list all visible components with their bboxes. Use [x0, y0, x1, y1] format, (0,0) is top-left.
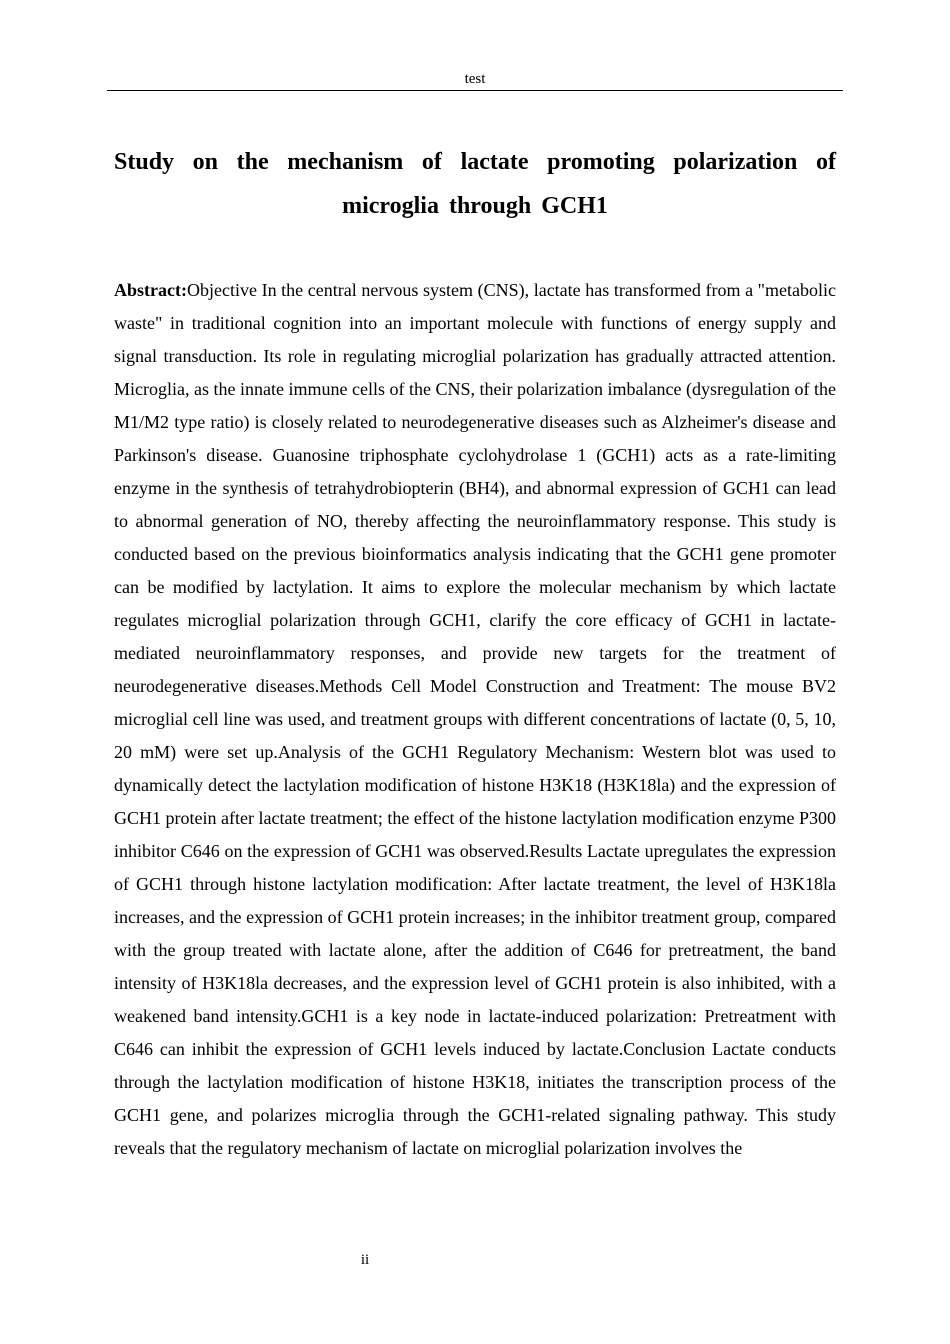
abstract-label: Abstract: — [114, 280, 187, 300]
page-number: ii — [360, 1252, 370, 1268]
abstract-text: Objective In the central nervous system (CNS), lactate has transformed from a "metabolic waste" in traditional cognition into an important molecule with functions of energy supply and signal transduction. Its role in regulating microglial polarization has gradually attracted attention. Microglia, as the innate immune cells of the CNS, their polarization imbalance (dysregulation of the M1/M2 type ratio) is closely related to neurodegenerative diseases such as Alzheimer's disease and Parkinson's disease. Guanosine triphosphate cyclohydrolase 1 (GCH1) acts as a rate-limiting enzyme in the synthesis of tetrahydrobiopterin (BH4), and abnormal expression of GCH1 can lead to abnormal generation of NO, thereby affecting the neuroinflammatory response. This study is conducted based on the previous bioinformatics analysis indicating that the GCH1 gene promoter can be modified by lactylation. It aims to explore the molecular mechanism by which lactate regulates microglial polarization through GCH1, clarify the core efficacy of GCH1 in lactate-mediated neuroinflammatory responses, and provide new targets for the treatment of neurodegenerative diseases.Methods Cell Model Construction and Treatment: The mouse BV2 microglial cell line was used, and treatment groups with different concentrations of lactate (0, 5, 10, 20 mM) were set up.Analysis of the GCH1 Regulatory Mechanism: Western blot was used to dynamically detect the lactylation modification of histone H3K18 (H3K18la) and the expression of GCH1 protein after lactate treatment; the effect of the histone lactylation modification enzyme P300 inhibitor C646 on the expression of GCH1 was observed.Results Lactate upregulates the expression of GCH1 through histone lactylation modification: After lactate treatment, the level of H3K18la increases, and the expression of GCH1 protein increases; in the inhibitor treatment group, compared with the group treated with lactate alone, after the addition of C646 for pretreatment, the band intensity of H3K18la decreases, and the expression level of GCH1 protein is also inhibited, with a weakened band intensity.GCH1 is a key node in lactate-induced polarization: Pretreatment with C646 can inhibit the expression of GCH1 levels induced by lactate.Conclusion Lactate conducts through the lactylation modification of histone H3K18, initiates the transcription process of the GCH1 gene, and polarizes microglia through the GCH1-related signaling pathway. This study reveals that the regulatory mechanism of lactate on microglial polarization involves the — [114, 280, 836, 1158]
abstract-paragraph — [114, 274, 836, 1165]
header-rule — [107, 90, 843, 91]
paper-title: Study on the mechanism of lactate promoting polarization of microglia through GCH1 — [114, 149, 836, 219]
running-header: test — [464, 71, 486, 87]
